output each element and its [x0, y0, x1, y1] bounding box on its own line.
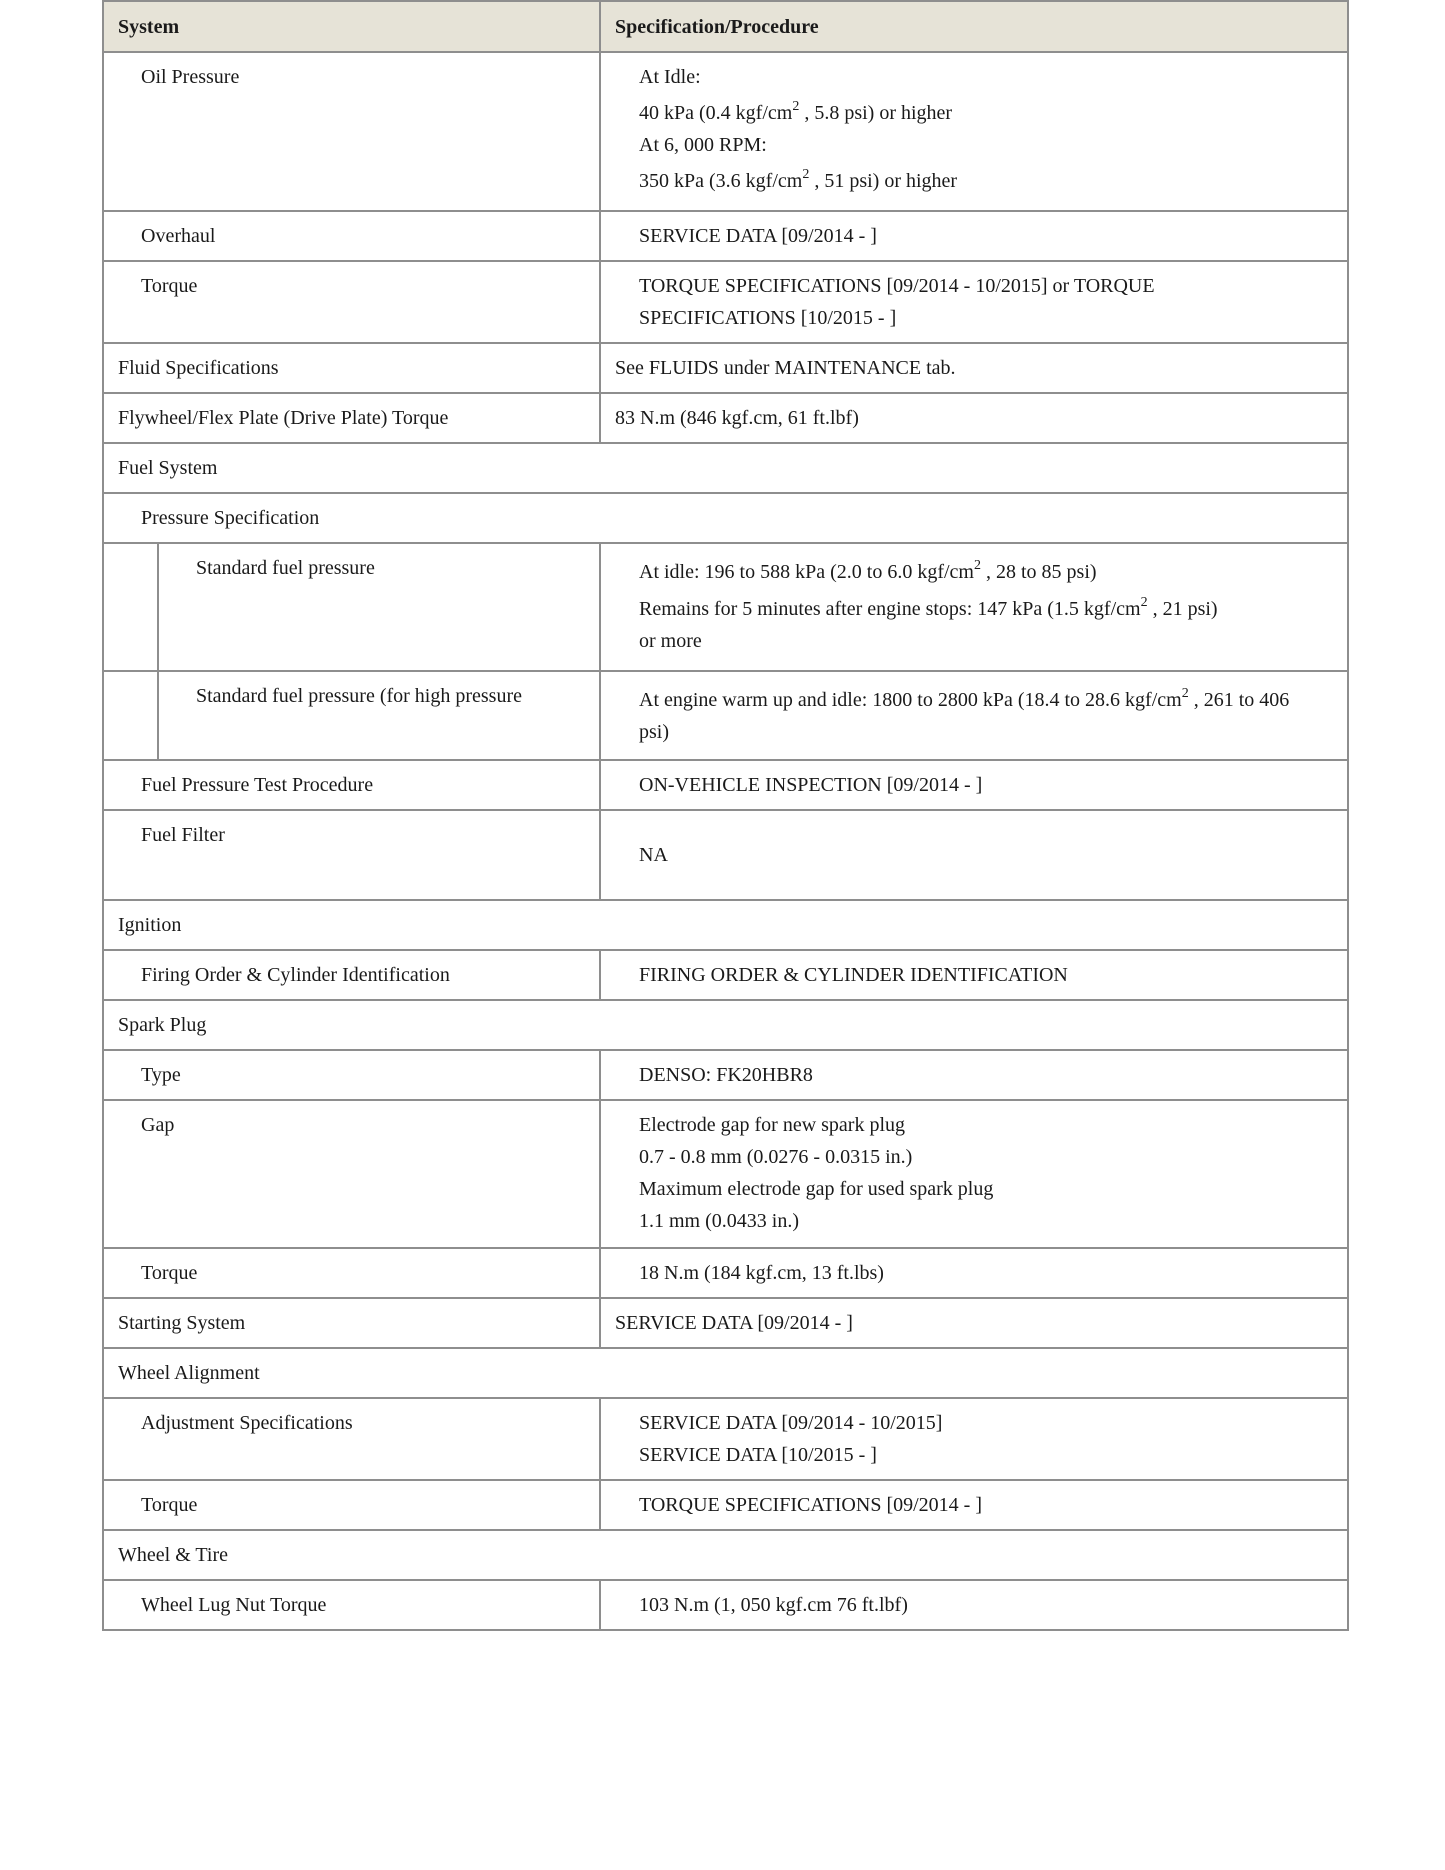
value-line — [639, 165, 1333, 197]
table-row-firing-order — [103, 950, 1348, 1000]
superscript: 2 — [792, 99, 800, 114]
row-value: 83 N.m (846 kgf.cm, 61 ft.lbf) — [600, 393, 1348, 443]
section-label: Fuel System — [103, 443, 1348, 493]
table-row-pressure-specification — [103, 493, 1348, 543]
row-label: Torque — [103, 1248, 600, 1298]
value-text: At engine warm up and idle: 1800 to 2800 kPa (18.4 to 28.6 kgf/cm — [639, 689, 1182, 711]
row-label: Gap — [103, 1100, 600, 1248]
nested-label — [104, 672, 599, 759]
table-row-torque-plug — [103, 1248, 1348, 1298]
value-line — [639, 97, 1333, 129]
row-label: Standard fuel pressure (for high pressure — [196, 685, 523, 707]
table-row-type — [103, 1050, 1348, 1100]
value-text: Remains for 5 minutes after engine stops: 147 kPa (1.5 kgf/cm — [639, 598, 1141, 620]
row-value: FIRING ORDER & CYLINDER IDENTIFICATION — [600, 950, 1348, 1000]
value-line: 0.7 - 0.8 mm (0.0276 - 0.0315 in.) — [639, 1146, 913, 1168]
value-line: SERVICE DATA [10/2015 - ] — [639, 1444, 877, 1466]
row-label: Standard fuel pressure — [196, 557, 375, 579]
row-label-cell — [103, 543, 600, 671]
table-row-starting-system — [103, 1298, 1348, 1348]
row-value — [600, 671, 1348, 760]
header-spec: Specification/Procedure — [600, 1, 1348, 52]
row-value: 103 N.m (1, 050 kgf.cm 76 ft.lbf) — [600, 1580, 1348, 1630]
table-row-oil-pressure — [103, 52, 1348, 211]
row-value: SERVICE DATA [09/2014 - ] — [600, 211, 1348, 261]
table-row-torque-wheel — [103, 1480, 1348, 1530]
table-row-fuel-filter — [103, 810, 1348, 900]
specification-table — [102, 0, 1349, 1631]
row-value: DENSO: FK20HBR8 — [600, 1050, 1348, 1100]
value-text: 350 kPa (3.6 kgf/cm — [639, 170, 803, 192]
row-label: Starting System — [103, 1298, 600, 1348]
value-line: 1.1 mm (0.0433 in.) — [639, 1210, 799, 1232]
superscript: 2 — [802, 167, 810, 182]
value-text: , 21 psi) — [1147, 598, 1218, 620]
indent-gutter — [104, 544, 159, 670]
row-label: Adjustment Specifications — [103, 1398, 600, 1480]
value-line — [639, 684, 1333, 716]
row-label: Torque — [103, 1480, 600, 1530]
row-value: See FLUIDS under MAINTENANCE tab. — [600, 343, 1348, 393]
row-value: SERVICE DATA [09/2014 - ] — [600, 1298, 1348, 1348]
table-row-wheel-alignment — [103, 1348, 1348, 1398]
section-label: Wheel & Tire — [103, 1530, 1348, 1580]
row-value — [600, 1398, 1348, 1480]
value-line: At Idle: — [639, 66, 701, 88]
value-line: or more — [639, 630, 702, 652]
table-row-standard-fuel-pressure — [103, 543, 1348, 671]
table-row-spark-plug — [103, 1000, 1348, 1050]
superscript: 2 — [973, 558, 981, 573]
row-label: Oil Pressure — [103, 52, 600, 211]
value-text: , 261 to 406 — [1188, 689, 1290, 711]
row-label: Wheel Lug Nut Torque — [103, 1580, 600, 1630]
row-label: Torque — [103, 261, 600, 343]
table-row-ignition — [103, 900, 1348, 950]
row-value: 18 N.m (184 kgf.cm, 13 ft.lbs) — [600, 1248, 1348, 1298]
superscript: 2 — [1181, 686, 1189, 701]
table-row-fluid-specifications — [103, 343, 1348, 393]
row-label: Flywheel/Flex Plate (Drive Plate) Torque — [103, 393, 600, 443]
value-line: SPECIFICATIONS [10/2015 - ] — [639, 307, 897, 329]
row-value: NA — [600, 810, 1348, 900]
subsection-label: Pressure Specification — [103, 493, 1348, 543]
table-row-gap — [103, 1100, 1348, 1248]
row-value: ON-VEHICLE INSPECTION [09/2014 - ] — [600, 760, 1348, 810]
row-label: Type — [103, 1050, 600, 1100]
indent-gutter — [104, 672, 159, 759]
table-row-fuel-pressure-test — [103, 760, 1348, 810]
value-line: SERVICE DATA [09/2014 - 10/2015] — [639, 1412, 943, 1434]
section-label: Ignition — [103, 900, 1348, 950]
value-line: Electrode gap for new spark plug — [639, 1114, 906, 1136]
table-row-wheel-tire — [103, 1530, 1348, 1580]
row-label: Fluid Specifications — [103, 343, 600, 393]
value-text: , 5.8 psi) or higher — [799, 102, 953, 124]
value-text: At idle: 196 to 588 kPa (2.0 to 6.0 kgf/cm — [639, 561, 974, 583]
row-label: Overhaul — [103, 211, 600, 261]
row-label: Firing Order & Cylinder Identification — [103, 950, 600, 1000]
value-line: TORQUE SPECIFICATIONS [09/2014 - 10/2015] or TORQUE — [639, 275, 1155, 297]
value-text: , 51 psi) or higher — [809, 170, 958, 192]
row-value — [600, 52, 1348, 211]
table-row-flywheel — [103, 393, 1348, 443]
section-label: Wheel Alignment — [103, 1348, 1348, 1398]
row-value — [600, 261, 1348, 343]
table-header-row — [103, 1, 1348, 52]
table-row-adjustment-specifications — [103, 1398, 1348, 1480]
value-line: psi) — [639, 721, 669, 743]
table-row-wheel-lug-nut — [103, 1580, 1348, 1630]
value-line: Maximum electrode gap for used spark plug — [639, 1178, 994, 1200]
table-row-torque-engine — [103, 261, 1348, 343]
value-text: 40 kPa (0.4 kgf/cm — [639, 102, 793, 124]
row-label: Fuel Filter — [103, 810, 600, 900]
value-line — [639, 556, 1333, 588]
table-row-fuel-system — [103, 443, 1348, 493]
nested-label — [104, 544, 599, 670]
table-row-overhaul — [103, 211, 1348, 261]
row-value — [600, 543, 1348, 671]
row-label-cell — [103, 671, 600, 760]
value-text: , 28 to 85 psi) — [980, 561, 1097, 583]
superscript: 2 — [1140, 595, 1148, 610]
row-value — [600, 1100, 1348, 1248]
row-label: Fuel Pressure Test Procedure — [103, 760, 600, 810]
value-line: At 6, 000 RPM: — [639, 134, 767, 156]
table-row-standard-fuel-pressure-high — [103, 671, 1348, 760]
value-line — [639, 593, 1333, 625]
header-system: System — [103, 1, 600, 52]
row-value: TORQUE SPECIFICATIONS [09/2014 - ] — [600, 1480, 1348, 1530]
section-label: Spark Plug — [103, 1000, 1348, 1050]
